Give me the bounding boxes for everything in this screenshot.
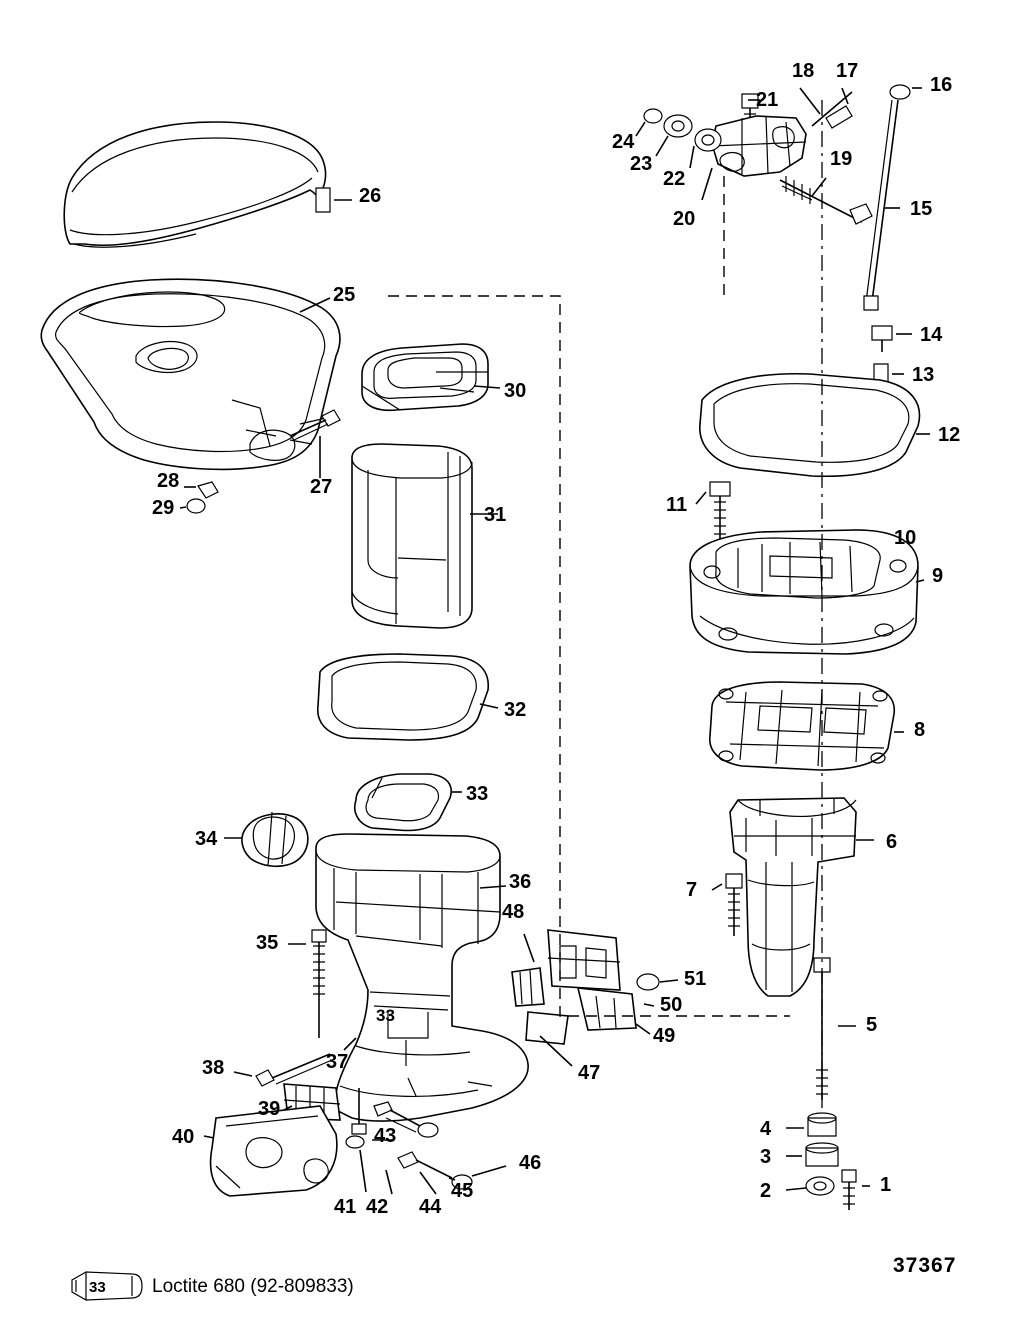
callout-23: 23 — [630, 153, 653, 175]
callout-28: 28 — [157, 470, 180, 492]
callout-39: 39 — [258, 1098, 281, 1120]
callout-11: 11 — [666, 494, 688, 516]
part-31-exhaust-housing — [352, 444, 472, 628]
callout-47: 47 — [578, 1062, 601, 1084]
callout-51: 51 — [684, 968, 707, 990]
callout-13: 13 — [912, 364, 935, 386]
callout-43: 43 — [374, 1125, 397, 1147]
callout-37: 37 — [326, 1051, 349, 1073]
callout-7: 7 — [686, 879, 698, 901]
callout-32: 32 — [504, 699, 527, 721]
part-25-lower-cowl — [41, 279, 340, 469]
callout-4: 4 — [760, 1118, 772, 1140]
part-33-seal-cap — [355, 774, 451, 831]
callout-44: 44 — [419, 1196, 442, 1218]
callout-25: 25 — [333, 284, 356, 306]
callout-9: 9 — [932, 565, 944, 587]
callout-35: 35 — [256, 932, 279, 954]
part-8-mount-plate — [710, 682, 895, 770]
callout-12: 12 — [938, 424, 961, 446]
callout-8: 8 — [914, 719, 926, 741]
callout-19: 19 — [830, 148, 853, 170]
part-30-mount-pad — [362, 344, 488, 410]
callout-48: 48 — [502, 901, 525, 923]
part-36-driveshaft-housing — [316, 834, 528, 1121]
callout-22: 22 — [663, 168, 686, 190]
callout-49: 49 — [653, 1025, 676, 1047]
part-11-bolt — [696, 482, 730, 546]
callout-38: 38 — [202, 1057, 225, 1079]
callout-6: 6 — [886, 831, 898, 853]
parts-16-18-fasteners — [800, 85, 922, 310]
drawing-number: 37367 — [893, 1254, 957, 1277]
part-12-gasket — [700, 374, 920, 477]
callout-41: 41 — [334, 1196, 357, 1218]
part-28-29-fasteners — [180, 482, 218, 513]
part-9-upper-mount-housing — [690, 530, 918, 654]
callout-18: 18 — [792, 60, 815, 82]
callout-24: 24 — [612, 131, 635, 153]
callout-34: 34 — [195, 828, 218, 850]
parts-1-4-fasteners — [786, 1113, 870, 1210]
part-5-long-bolt — [814, 958, 856, 1100]
legend-text: Loctite 680 (92-809833) — [152, 1276, 354, 1297]
inline-label-33: 33 — [376, 1006, 395, 1025]
part-20-swivel-bracket — [712, 116, 806, 176]
callout-17: 17 — [836, 60, 859, 82]
callout-26: 26 — [359, 185, 382, 207]
callout-10: 10 — [894, 527, 917, 549]
callout-46: 46 — [519, 1152, 542, 1174]
parts-13-14 — [872, 326, 912, 384]
legend-callout: 33 — [89, 1279, 106, 1296]
callout-2: 2 — [760, 1180, 772, 1202]
callout-30: 30 — [504, 380, 527, 402]
callout-3: 3 — [760, 1146, 772, 1168]
callout-27: 27 — [310, 476, 333, 498]
callout-33: 33 — [466, 783, 489, 805]
callout-40: 40 — [172, 1126, 195, 1148]
part-6-steering-arm — [730, 798, 856, 996]
callout-15: 15 — [910, 198, 933, 220]
part-7-bolt — [712, 874, 742, 936]
callout-20: 20 — [673, 208, 696, 230]
callout-14: 14 — [920, 324, 943, 346]
callout-31: 31 — [484, 504, 507, 526]
callout-1: 1 — [880, 1174, 892, 1196]
callout-16: 16 — [930, 74, 953, 96]
callout-45: 45 — [451, 1180, 474, 1202]
part-34-bushing — [242, 812, 308, 866]
part-32-gasket — [318, 654, 488, 740]
part-38-bolt — [256, 1054, 332, 1086]
part-26-seal — [64, 122, 330, 247]
callout-29: 29 — [152, 497, 175, 519]
callout-50: 50 — [660, 994, 683, 1016]
callout-21: 21 — [756, 89, 779, 111]
callout-36: 36 — [509, 871, 532, 893]
part-35-long-bolt — [312, 930, 326, 1038]
glue-tube-icon — [68, 1268, 146, 1304]
part-19-tilt-rod — [780, 176, 872, 224]
callout-5: 5 — [866, 1014, 878, 1036]
callout-42: 42 — [366, 1196, 389, 1218]
